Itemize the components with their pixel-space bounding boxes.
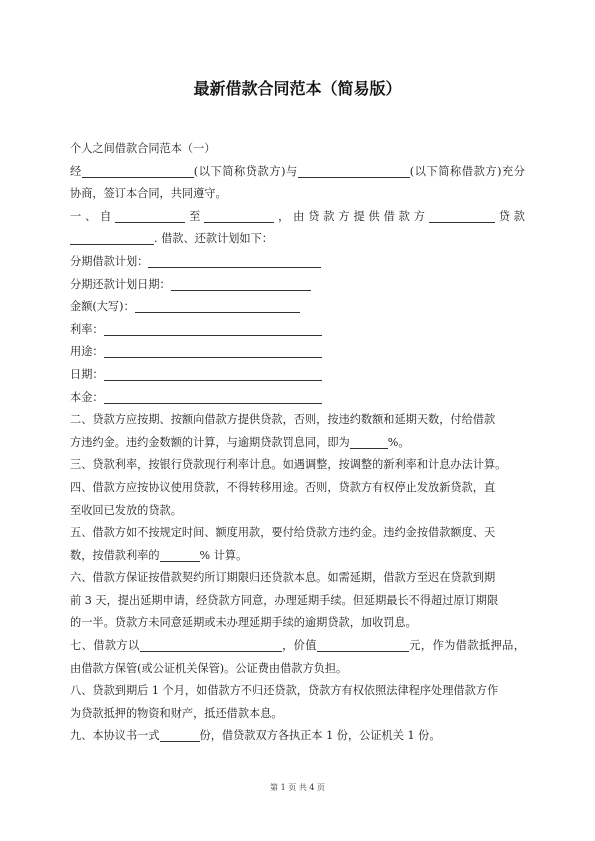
clause-1-line-1: 一、自 至 ，由贷款方提供借款方 贷款 — [70, 209, 525, 223]
date-blank[interactable] — [104, 367, 322, 381]
borrower-name-blank[interactable] — [298, 164, 410, 178]
clause-6-line-2: 前 3 天，提出延期申请，经贷款方同意，办理延期手续。但延期最长不得超过原订期限 — [70, 593, 499, 607]
intro-line-1: 经 (以下简称贷款方)与 (以下简称借款方)充分 — [70, 164, 525, 178]
copies-blank[interactable] — [160, 728, 200, 742]
field-interest-rate: 利率： — [70, 319, 525, 342]
loan-type-blank[interactable] — [429, 209, 495, 223]
clause-4-line-2: 至收回已发放的贷款。 — [70, 503, 182, 517]
clause-5-line-1: 五、借款方如不按规定时间、额度用款，要付给贷款方违约金。违约金按借款额度、天 — [70, 526, 496, 540]
field-purpose: 用途： — [70, 341, 525, 364]
principal-blank[interactable] — [104, 390, 322, 404]
collateral-blank[interactable] — [140, 638, 282, 652]
lender-name-blank[interactable] — [82, 164, 194, 178]
clause-1-line-2: . 借款、还款计划如下： — [70, 228, 525, 251]
field-installment-plan: 分期借款计划： — [70, 251, 525, 274]
clause-6-line-3: 的一半。贷款方未同意延期或未办理延期手续的逾期贷款，加收罚息。 — [70, 616, 417, 630]
subtitle: 个人之间借款合同范本（一） — [70, 142, 216, 155]
clause-7-line-2: 由借款方保管(或公证机关保管)。公证费由借款方负担。 — [70, 661, 348, 675]
penalty-rate-blank[interactable] — [350, 435, 388, 449]
field-repayment-dates: 分期还款计划日期： — [70, 274, 525, 297]
amount-capital-blank[interactable] — [135, 299, 300, 313]
clause-7-line-1: 七、借款方以 ，价值 元，作为借款抵押品， — [70, 639, 525, 653]
intro-line-2: 协商，签订本合同，共同遵守。 — [70, 187, 227, 201]
end-date-blank[interactable] — [204, 209, 274, 223]
clause-2-line-1: 二、贷款方应按期、按额向借款方提供贷款，否则，按违约数额和延期天数，付给借款 — [70, 413, 496, 427]
page-footer: 第 1 页 共 4 页 — [270, 783, 325, 792]
field-date: 日期： — [70, 364, 525, 387]
clause-4-line-1: 四、借款方应按协议使用贷款，不得转移用途。否则，贷款方有权停止发放新贷款，直 — [70, 480, 496, 494]
field-principal: 本金： — [70, 387, 525, 410]
clause-8-line-1: 八、贷款到期后 1 个月，如借款方不归还贷款，贷款方有权依照法律程序处理借款方作 — [70, 684, 499, 698]
clause-6-line-1: 六、借款方保证按借款契约所订期限归还贷款本息。如需延期，借款方至迟在贷款到期 — [70, 571, 496, 585]
clause-8-line-2: 为贷款抵押的物资和财产，抵还借款本息。 — [70, 706, 283, 720]
installment-plan-blank[interactable] — [148, 254, 321, 268]
usage-penalty-rate-blank[interactable] — [160, 548, 200, 562]
repayment-dates-blank[interactable] — [171, 277, 311, 291]
loan-amount-blank[interactable] — [70, 231, 154, 245]
clause-5-line-2: 数，按借款利率的 % 计算。 — [70, 548, 248, 562]
page-title: 最新借款合同范本（简易版） — [193, 79, 402, 98]
field-amount-capital: 金额(大写)： — [70, 296, 525, 319]
purpose-blank[interactable] — [104, 344, 322, 358]
clause-3-line-1: 三、贷款利率，按银行贷款现行利率计息。如遇调整，按调整的新利率和计息办法计算。 — [70, 458, 507, 472]
collateral-value-blank[interactable] — [317, 638, 409, 652]
interest-rate-blank[interactable] — [104, 322, 322, 336]
clause-9-line-1: 九、本协议书一式 份，借贷款双方各执正本 1 份，公证机关 1 份。 — [70, 729, 441, 743]
start-date-blank[interactable] — [115, 209, 185, 223]
contract-body — [70, 138, 525, 748]
clause-2-line-2: 方违约金。违约金数额的计算，与逾期贷款罚息同，即为 %。 — [70, 435, 410, 449]
